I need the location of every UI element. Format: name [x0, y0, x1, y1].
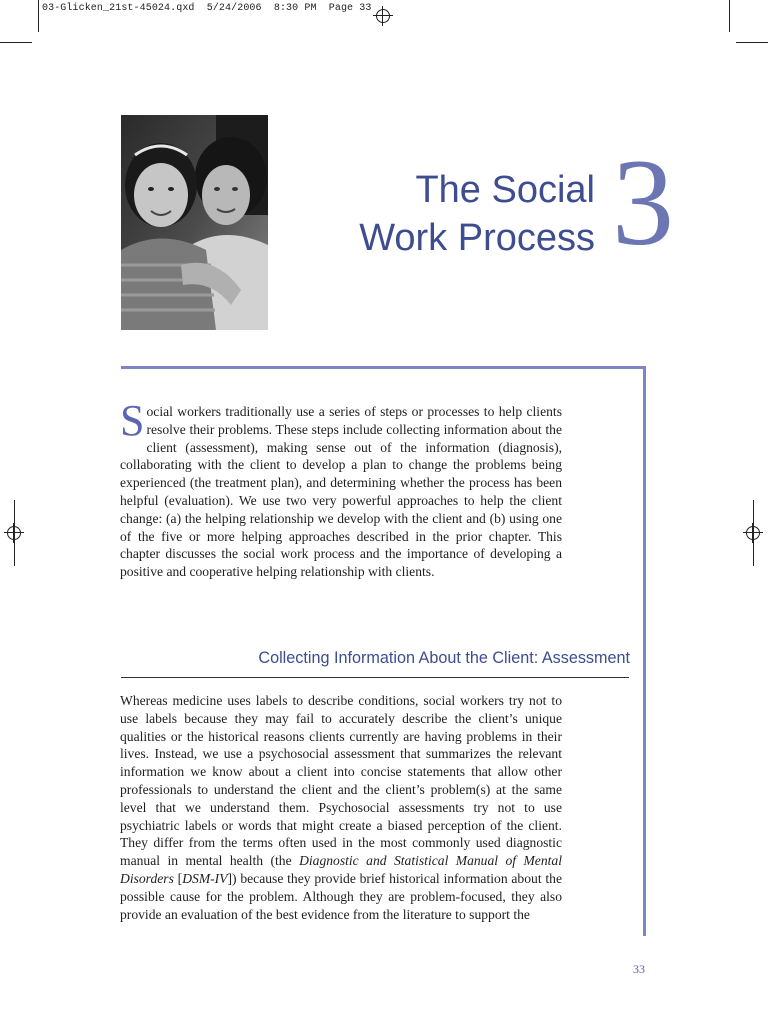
registration-mark-top [373, 6, 393, 26]
crop-mark-top-left-v [38, 0, 39, 32]
section-rule [121, 677, 629, 678]
body-text-1: Whereas medicine uses labels to describe conditions, social workers try not to use labels because they may fail to accurately describe the client’s unique qualities or the historical reasons clients currently are having problems in their lives. Instead, we use a psychosocial assessment that summarizes the relevant information we know about a client into concise statements that allow other professionals to understand the client and the client’s problem(s) at the same level that we understand them. Psychosocial assessments try not to use psychiatric labels or words that might create a biased perception of the client. They differ from the terms often used in the most commonly used diagnostic manual in mental health (the [120, 693, 562, 869]
crop-mark-top-right-h [736, 42, 768, 43]
body-paragraph [120, 692, 562, 923]
body-italic-dsm: DSM-IV [182, 870, 228, 886]
crop-mark-top-left-h [0, 42, 32, 43]
chapter-number: 3 [612, 134, 674, 271]
frame-rule-side [643, 366, 646, 936]
intro-paragraph [120, 396, 562, 581]
intro-text: ocial workers traditionally use a series of steps or processes to help clients resolve their problems. These steps include collecting information about the client (assessment), making sense out of the information (diagnosis), collaborating with the client to develop a plan to change the problems being experienced (the treatment plan), and determining whether the process has been helpful (evaluation). We use two very powerful approaches to help the client change: (a) the helping relationship we develop with the client and (b) using one of the five or more helping approaches described in the prior chapter. This chapter discusses the social work process and the importance of developing a positive and cooperative helping relationship with clients. [120, 404, 562, 580]
chapter-title-line-2: Work Process [359, 217, 595, 259]
chapter-title-line-1: The Social [415, 169, 595, 211]
section-heading: Collecting Information About the Client: Assessment [258, 649, 630, 667]
drop-cap: S [120, 396, 145, 445]
crop-mark-top-right-v [729, 0, 730, 32]
chapter-photo [121, 115, 268, 330]
body-text-2: [ [173, 870, 183, 886]
frame-rule-top [121, 366, 646, 369]
page-number: 33 [633, 962, 645, 976]
registration-mark-right [743, 523, 763, 543]
body-text-3: ]) because they provide brief historical information about the possible cause for the problem. Although they are problem-focused, they also provide an evaluation of the best evidence from the literature to support the [120, 870, 562, 922]
chapter-title [359, 166, 595, 262]
photo-mother-daughter-icon [121, 115, 268, 330]
slug-line: 03-Glicken_21st-45024.qxd 5/24/2006 8:30 PM Page 33 [42, 3, 372, 14]
body-italic-manual-title: Diagnostic and Statistical Manual of Mental Disorders [120, 853, 562, 886]
registration-mark-left [4, 523, 24, 543]
